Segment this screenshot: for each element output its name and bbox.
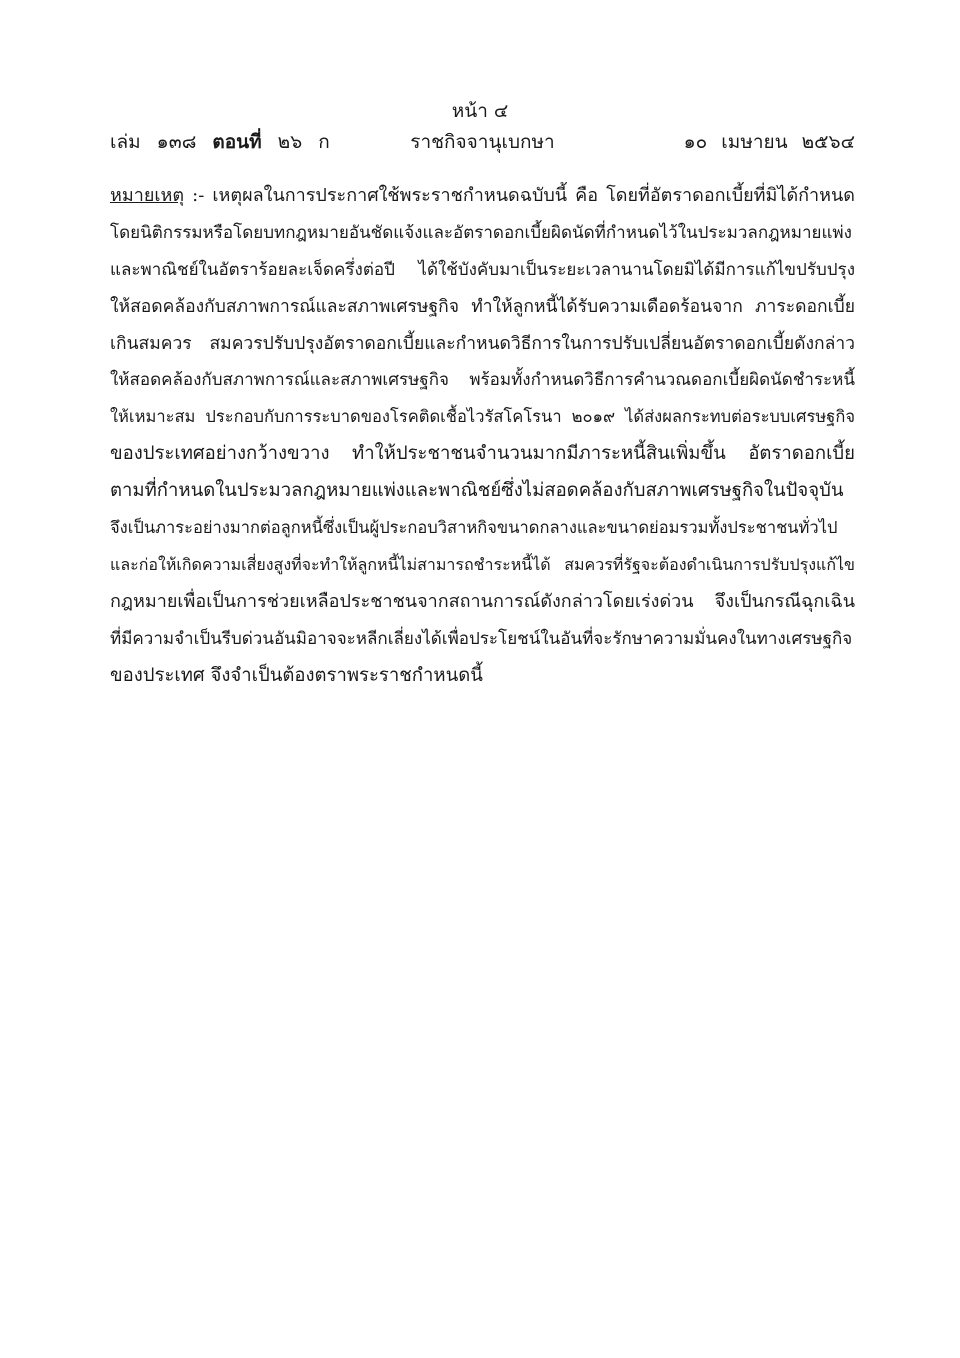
note-line-9: ตามที่กำหนดในประมวลกฎหมายแพ่งและพาณิชย์ซึ่งไม่สอดคล้องกับสภาพเศรษฐกิจในปัจจุบัน bbox=[110, 480, 844, 502]
note-line-14: ของประเทศ จึงจำเป็นต้องตราพระราชกำหนดนี้ bbox=[110, 664, 483, 686]
note-line-7: ให้เหมาะสม ประกอบกับการระบาดของโรคติดเชื้อไวรัสโคโรนา ๒๐๑๙ ได้ส่งผลกระทบต่อระบบเศรษฐกิจ bbox=[110, 407, 855, 427]
volume-info bbox=[110, 127, 346, 157]
note-line-4: ให้สอดคล้องกับสภาพการณ์และสภาพเศรษฐกิจ ทำให้ลูกหนี้ได้รับความเดือดร้อนจาก ภาระดอกเบี้ย bbox=[110, 296, 855, 317]
date-day: ๑๐ bbox=[683, 131, 708, 153]
note-line-1 bbox=[110, 178, 855, 215]
note-line-3: และพาณิชย์ในอัตราร้อยละเจ็ดครึ่งต่อปี ได้ใช้บังคับมาเป็นระยะเวลานานโดยมิได้มีการแก้ไขปรับปรุง bbox=[110, 259, 855, 280]
date-month: เมษายน bbox=[721, 131, 788, 153]
note-line-13: ที่มีความจำเป็นรีบด่วนอันมิอาจจะหลีกเลี่ยงได้เพื่อประโยชน์ในอันที่จะรักษาความมั่นคงในทางเศรษฐกิจ bbox=[110, 628, 853, 649]
section-letter: ก bbox=[318, 131, 330, 153]
volume-label: เล่ม bbox=[110, 131, 141, 153]
page-number: หน้า ๔ bbox=[451, 100, 509, 122]
note-label: หมายเหตุ bbox=[110, 185, 185, 206]
note-paragraph bbox=[110, 178, 855, 694]
note-line-8: ของประเทศอย่างกว้างขวาง ทำให้ประชาชนจำนวนมากมีภาระหนี้สินเพิ่มขึ้น อัตราดอกเบี้ย bbox=[110, 443, 855, 465]
note-line-5: เกินสมควร สมควรปรับปรุงอัตราดอกเบี้ยและกำหนดวิธีการในการปรับเปลี่ยนอัตราดอกเบี้ยดังกล่าว bbox=[110, 333, 855, 354]
date-year: ๒๕๖๔ bbox=[801, 131, 855, 153]
note-line-text: :- เหตุผลในการประกาศใช้พระราชกำหนดฉบับนี้ คือ โดยที่อัตราดอกเบี้ยที่มิได้กำหนด bbox=[192, 185, 855, 206]
publication-date bbox=[670, 127, 855, 157]
publication-name: ราชกิจจานุเบกษา bbox=[410, 131, 555, 153]
note-line-11: และก่อให้เกิดความเสี่ยงสูงที่จะทำให้ลูกหนี้ไม่สามารถชำระหนี้ได้ สมควรที่รัฐจะต้องดำเนินการปรับปรุงแก้ไข bbox=[110, 554, 855, 574]
section-label: ตอนที่ bbox=[212, 131, 262, 153]
volume-number: ๑๓๘ bbox=[156, 131, 197, 153]
gazette-header bbox=[110, 127, 855, 155]
section-number: ๒๖ bbox=[277, 131, 303, 153]
note-line-2: โดยนิติกรรมหรือโดยบทกฎหมายอันชัดแจ้งและอัตราดอกเบี้ยผิดนัดที่กำหนดไว้ในประมวลกฎหมายแพ่ง bbox=[110, 222, 852, 243]
note-line-12: กฎหมายเพื่อเป็นการช่วยเหลือประชาชนจากสถานการณ์ดังกล่าวโดยเร่งด่วน จึงเป็นกรณีฉุกเฉิน bbox=[110, 590, 855, 612]
note-line-6: ให้สอดคล้องกับสภาพการณ์และสภาพเศรษฐกิจ พร้อมทั้งกำหนดวิธีการคำนวณดอกเบี้ยผิดนัดชำระหนี้ bbox=[110, 370, 855, 391]
note-line-10: จึงเป็นภาระอย่างมากต่อลูกหนี้ซึ่งเป็นผู้ประกอบวิสาหกิจขนาดกลางและขนาดย่อมรวมทั้งประชาชนทั่วไป bbox=[110, 518, 838, 538]
